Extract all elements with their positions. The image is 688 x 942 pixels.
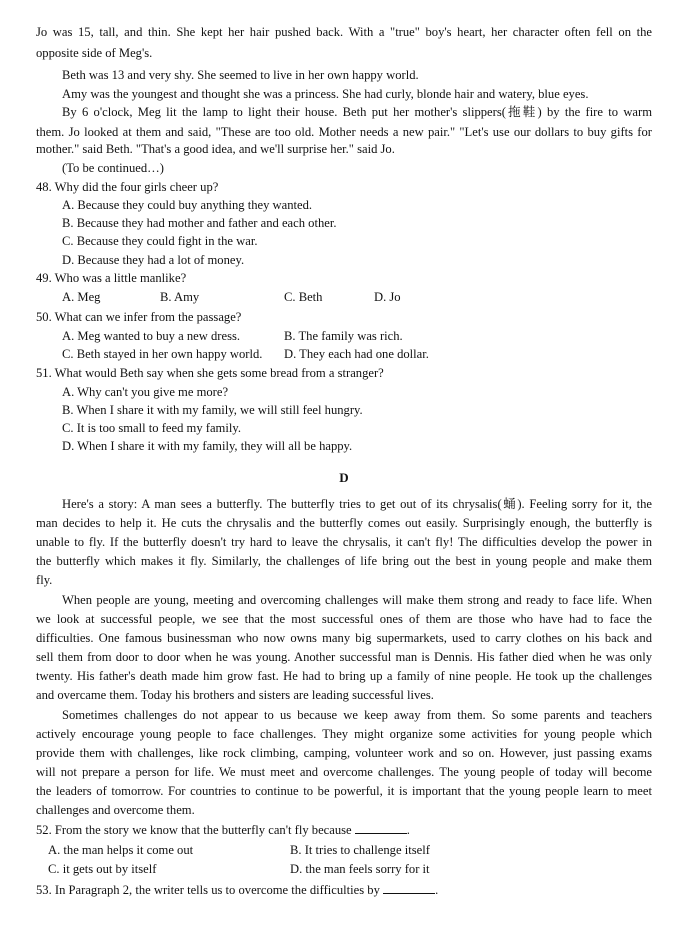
paragraph-line: fly. <box>36 573 53 587</box>
paragraph-line: When people are young, meeting and overcoming challenges will make them strong and ready to face life. When <box>62 593 652 607</box>
question-50-option-d: D. They each had one dollar. <box>284 347 429 361</box>
question-52-option-b: B. It tries to challenge itself <box>290 843 430 857</box>
story-line: Beth was 13 and very shy. She seemed to live in her own happy world. <box>62 68 419 82</box>
question-49-option-c: C. Beth <box>284 290 323 304</box>
question-48-option-a: A. Because they could buy anything they wanted. <box>62 198 313 212</box>
paragraph-line: the butterfly which makes it fly. Similarly, the challenges of life bring out the best in young people and make them <box>36 554 652 568</box>
answer-blank <box>383 883 435 894</box>
question-52-option-a: A. the man helps it come out <box>48 843 194 857</box>
question-51-option-d: D. When I share it with my family, they will all be happy. <box>62 439 353 453</box>
paragraph-line: difficulties. One famous businessman who now owns many big supermarkets, used to carry clothes on his back and <box>36 631 652 645</box>
story-line: (To be continued…) <box>62 161 164 175</box>
answer-blank <box>355 823 407 834</box>
question-52-stem <box>36 822 410 838</box>
question-48-option-c: C. Because they could fight in the war. <box>62 234 258 248</box>
question-50-option-b: B. The family was rich. <box>284 329 403 343</box>
question-53-end: . <box>435 883 439 897</box>
paragraph-line: Here's a story: A man sees a butterfly. The butterfly tries to get out of its chrysalis(蛹). Feeling sorry for it, the <box>62 497 652 511</box>
question-52-end: . <box>406 823 410 837</box>
story-line: Amy was the youngest and thought she was a princess. She had curly, blonde hair and watery, blue eyes. <box>62 87 589 101</box>
question-49-option-d: D. Jo <box>374 290 401 304</box>
paragraph-line: we look at successful people, we see that the most successful ones of them are those who have had to face the <box>36 612 652 626</box>
story-line: them. Jo looked at them and said, "These are too old. Mother needs a new pair." "Let's use our dollars to buy gifts for <box>36 125 652 139</box>
paragraph-line: sell them from door to door when he was young. Another successful man is Dennis. His father died when he was only <box>36 650 652 664</box>
question-48-option-b: B. Because they had mother and father and each other. <box>62 216 337 230</box>
question-51-option-c: C. It is too small to feed my family. <box>62 421 241 435</box>
paragraph-line: will not prepare a person for life. We must meet and overcome challenges. The young people of today will become <box>36 765 652 779</box>
question-52-option-c: C. it gets out by itself <box>48 862 157 876</box>
question-50-option-a: A. Meg wanted to buy a new dress. <box>62 329 241 343</box>
question-50-option-c: C. Beth stayed in her own happy world. <box>62 347 263 361</box>
paragraph-line: provide them with challenges, like rock climbing, camping, volunteer work and so on. However, just passing exams <box>36 746 652 760</box>
section-d-heading: D <box>339 470 349 485</box>
question-49-option-b: B. Amy <box>160 290 200 304</box>
question-51-option-a: A. Why can't you give me more? <box>62 385 229 399</box>
question-53-stem <box>36 882 438 898</box>
story-line: mother." said Beth. "That's a good idea, and we'll surprise her." said Jo. <box>36 142 395 156</box>
paragraph-line: the leaders of tomorrow. For countries to continue to be powerful, it is important that the young people learn to meet <box>36 784 652 798</box>
question-52-option-d: D. the man feels sorry for it <box>290 862 430 876</box>
paragraph-line: and overcame them. Today his brothers and sisters are leading successful lives. <box>36 688 434 702</box>
paragraph-line: man decides to help it. He cuts the chrysalis and the butterfly comes out easily. Surprisingly enough, the butterfly is <box>36 516 652 530</box>
question-50-stem: 50. What can we infer from the passage? <box>36 310 242 324</box>
paragraph-line: actively encourage young people to face challenges. They might organize some activities for young people which <box>36 727 652 741</box>
question-52-text: 52. From the story we know that the butterfly can't fly because <box>36 823 352 837</box>
story-line: By 6 o'clock, Meg lit the lamp to light their house. Beth put her mother's slippers(拖鞋) by the fire to warm <box>62 105 652 119</box>
story-line: Jo was 15, tall, and thin. She kept her hair pushed back. With a "true" boy's heart, her character often fell on the <box>36 25 652 39</box>
paragraph-line: twenty. His father's death made him grow fast. He had to bring up a family of nine people. He took up the challenges <box>36 669 652 683</box>
story-line: opposite side of Meg's. <box>36 46 153 60</box>
question-48-option-d: D. Because they had a lot of money. <box>62 253 245 267</box>
question-51-stem: 51. What would Beth say when she gets some bread from a stranger? <box>36 366 384 380</box>
paragraph-line: unable to fly. If the butterfly doesn't try hard to leave the chrysalis, it can't fly! The difficulties develop the power in <box>36 535 652 549</box>
question-53-text: 53. In Paragraph 2, the writer tells us to overcome the difficulties by <box>36 883 380 897</box>
question-49-option-a: A. Meg <box>62 290 101 304</box>
question-49-stem: 49. Who was a little manlike? <box>36 271 187 285</box>
question-51-option-b: B. When I share it with my family, we will still feel hungry. <box>62 403 363 417</box>
question-48-stem: 48. Why did the four girls cheer up? <box>36 180 219 194</box>
paragraph-line: Sometimes challenges do not appear to us because we keep away from them. So some parents and teachers <box>62 708 652 722</box>
paragraph-line: challenges and overcome them. <box>36 803 195 817</box>
